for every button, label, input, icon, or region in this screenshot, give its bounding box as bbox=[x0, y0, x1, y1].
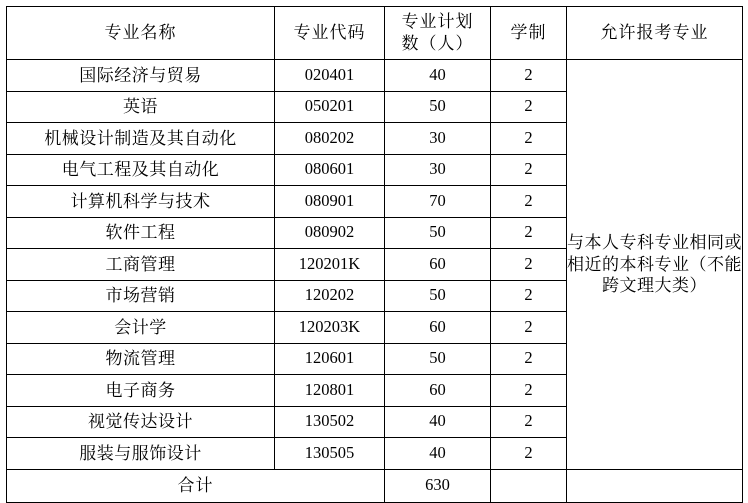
cell-major-code: 130505 bbox=[275, 438, 385, 470]
cell-major-code: 120201K bbox=[275, 249, 385, 281]
header-plan-count-line2: 数（人） bbox=[401, 34, 474, 53]
cell-study-length: 2 bbox=[491, 343, 567, 375]
cell-study-length: 2 bbox=[491, 154, 567, 186]
cell-plan-count: 30 bbox=[385, 154, 491, 186]
cell-study-length: 2 bbox=[491, 60, 567, 92]
cell-major-name: 会计学 bbox=[7, 312, 275, 344]
cell-major-code: 080601 bbox=[275, 154, 385, 186]
cell-major-name: 服装与服饰设计 bbox=[7, 438, 275, 470]
cell-plan-count: 50 bbox=[385, 343, 491, 375]
cell-study-length: 2 bbox=[491, 280, 567, 312]
cell-study-length: 2 bbox=[491, 91, 567, 123]
cell-major-name: 电气工程及其自动化 bbox=[7, 154, 275, 186]
cell-major-code: 120202 bbox=[275, 280, 385, 312]
cell-major-name: 物流管理 bbox=[7, 343, 275, 375]
cell-major-code: 120203K bbox=[275, 312, 385, 344]
cell-major-name: 电子商务 bbox=[7, 375, 275, 407]
cell-major-name: 视觉传达设计 bbox=[7, 406, 275, 438]
cell-major-code: 130502 bbox=[275, 406, 385, 438]
cell-allowed-majors: 与本人专科专业相同或相近的本科专业（不能跨文理大类） bbox=[567, 60, 743, 470]
cell-major-name: 工商管理 bbox=[7, 249, 275, 281]
cell-study-length: 2 bbox=[491, 312, 567, 344]
cell-plan-count: 60 bbox=[385, 375, 491, 407]
cell-major-name: 计算机科学与技术 bbox=[7, 186, 275, 218]
cell-major-name: 市场营销 bbox=[7, 280, 275, 312]
cell-plan-count: 40 bbox=[385, 438, 491, 470]
cell-plan-count: 50 bbox=[385, 217, 491, 249]
table-header bbox=[7, 7, 743, 60]
header-major-name: 专业名称 bbox=[7, 7, 275, 60]
cell-plan-count: 50 bbox=[385, 91, 491, 123]
cell-study-length: 2 bbox=[491, 406, 567, 438]
header-plan-count bbox=[385, 7, 491, 60]
cell-total-plan: 630 bbox=[385, 469, 491, 502]
cell-major-code: 050201 bbox=[275, 91, 385, 123]
cell-plan-count: 30 bbox=[385, 123, 491, 155]
header-allowed-majors: 允许报考专业 bbox=[567, 7, 743, 60]
cell-major-name: 软件工程 bbox=[7, 217, 275, 249]
cell-total-allowed bbox=[567, 469, 743, 502]
major-plan-table bbox=[6, 6, 743, 503]
cell-plan-count: 60 bbox=[385, 249, 491, 281]
cell-major-code: 080202 bbox=[275, 123, 385, 155]
cell-major-code: 120801 bbox=[275, 375, 385, 407]
cell-total-label: 合计 bbox=[7, 469, 385, 502]
cell-study-length: 2 bbox=[491, 186, 567, 218]
cell-study-length: 2 bbox=[491, 375, 567, 407]
cell-study-length: 2 bbox=[491, 217, 567, 249]
cell-major-name: 机械设计制造及其自动化 bbox=[7, 123, 275, 155]
header-row bbox=[7, 7, 743, 60]
cell-plan-count: 70 bbox=[385, 186, 491, 218]
cell-major-code: 080902 bbox=[275, 217, 385, 249]
cell-study-length: 2 bbox=[491, 249, 567, 281]
cell-major-name: 英语 bbox=[7, 91, 275, 123]
table-total-row bbox=[7, 469, 743, 502]
table-row bbox=[7, 60, 743, 92]
header-major-code: 专业代码 bbox=[275, 7, 385, 60]
cell-plan-count: 40 bbox=[385, 60, 491, 92]
cell-total-years bbox=[491, 469, 567, 502]
cell-study-length: 2 bbox=[491, 123, 567, 155]
cell-major-name: 国际经济与贸易 bbox=[7, 60, 275, 92]
table-body bbox=[7, 60, 743, 503]
header-study-length: 学制 bbox=[491, 7, 567, 60]
cell-major-code: 120601 bbox=[275, 343, 385, 375]
cell-major-code: 080901 bbox=[275, 186, 385, 218]
cell-plan-count: 50 bbox=[385, 280, 491, 312]
cell-plan-count: 60 bbox=[385, 312, 491, 344]
cell-major-code: 020401 bbox=[275, 60, 385, 92]
cell-plan-count: 40 bbox=[385, 406, 491, 438]
cell-study-length: 2 bbox=[491, 438, 567, 470]
header-plan-count-line1: 专业计划 bbox=[401, 11, 474, 31]
